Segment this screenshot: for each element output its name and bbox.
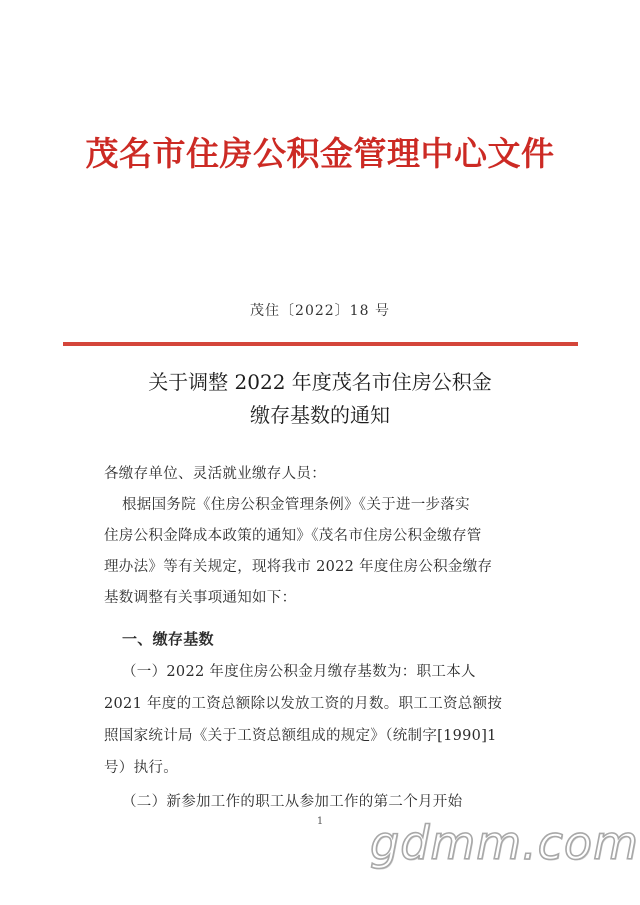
item-1-line-4: 号）执行。 [104, 760, 178, 776]
item-1-line-1: （一）2022 年度住房公积金月缴存基数为：职工本人 [122, 664, 476, 680]
notice-title-line-2: 缴存基数的通知 [250, 403, 390, 427]
intro-line-4: 基数调整有关事项通知如下： [104, 590, 297, 606]
item-2-line-1: （二）新参加工作的职工从参加工作的第二个月开始 [122, 794, 463, 810]
intro-line-3: 理办法》等有关规定，现将我市 2022 年度住房公积金缴存 [104, 559, 493, 575]
section-heading: 一、缴存基数 [122, 630, 214, 648]
item-1-line-2: 2021 年度的工资总额除以发放工资的月数。职工工资总额按 [104, 696, 503, 712]
intro-line-1: 根据国务院《住房公积金管理条例》《关于进一步落实 [122, 497, 470, 513]
site-watermark: gdmm.com [370, 816, 639, 870]
red-divider-line [63, 342, 578, 346]
notice-title-line-1: 关于调整 2022 年度茂名市住房公积金 [148, 370, 492, 394]
issuer-header-title: 茂名市住房公积金管理中心文件 [85, 134, 555, 173]
page-number: 1 [316, 816, 324, 827]
notice-title [0, 366, 640, 432]
intro-line-2: 住房公积金降成本政策的通知》《茂名市住房公积金缴存管 [104, 528, 482, 544]
item-1-line-3: 照国家统计局《关于工资总额组成的规定》（统制字[1990]1 [104, 728, 497, 744]
salutation: 各缴存单位、灵活就业缴存人员： [104, 466, 326, 482]
document-number: 茂住〔2022〕18 号 [250, 303, 390, 319]
